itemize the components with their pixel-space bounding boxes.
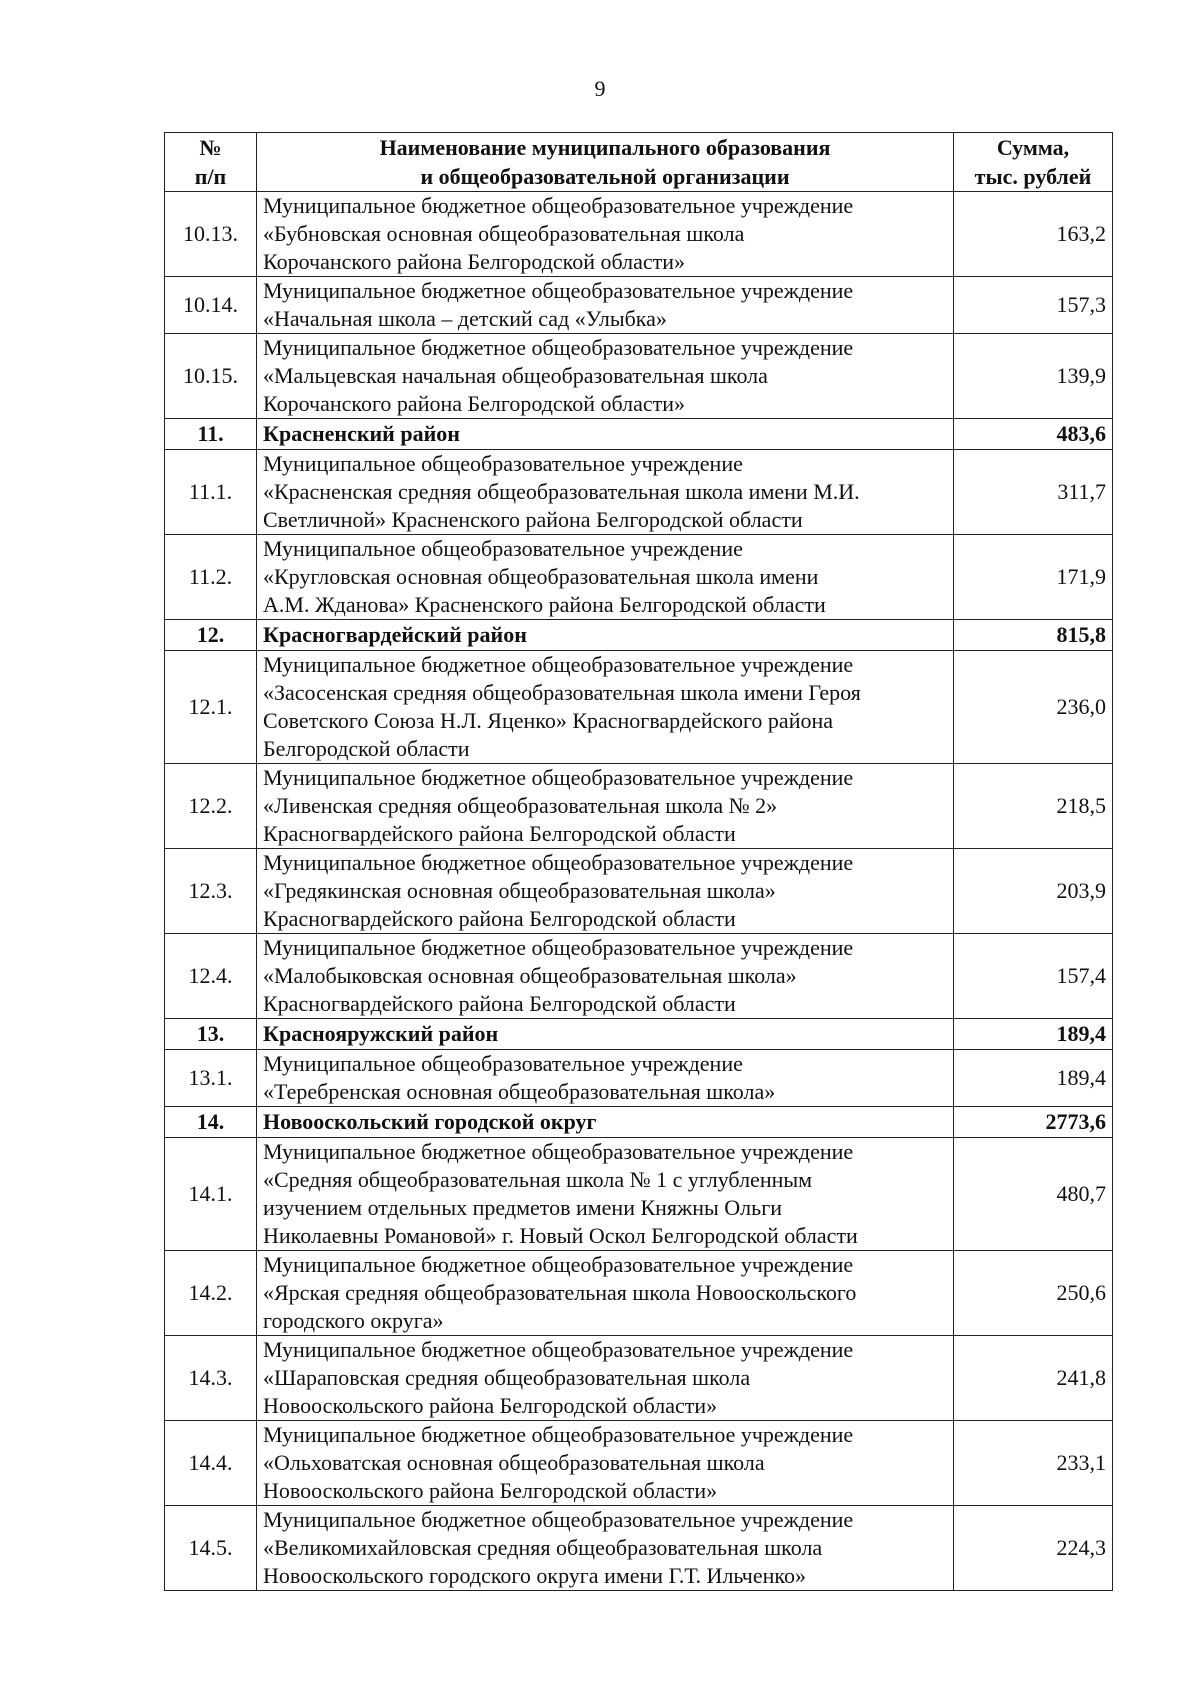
name-line: изучением отдельных предметов имени Княжны Ольги	[263, 1195, 782, 1220]
row-number: 11.	[165, 419, 257, 450]
name-line: «Ольховатская основная общеобразовательная школа	[263, 1450, 765, 1475]
row-sum: 157,4	[954, 934, 1113, 1019]
row-number: 14.3.	[165, 1336, 257, 1421]
header-name: Наименование муниципального образования и общеобразовательной организации	[257, 133, 954, 192]
organization-name	[257, 764, 954, 849]
name-line: Белгородской области	[263, 736, 470, 761]
name-line: «Ярская средняя общеобразовательная школа Новооскольского	[263, 1280, 857, 1305]
name-line: Новооскольский городской округ	[263, 1109, 597, 1134]
row-number: 10.15.	[165, 334, 257, 419]
row-sum: 224,3	[954, 1506, 1113, 1591]
row-sum: 480,7	[954, 1138, 1113, 1251]
organization-name	[257, 535, 954, 620]
organization-name	[257, 192, 954, 277]
row-number: 12.	[165, 620, 257, 651]
name-line: Красногвардейского района Белгородской области	[263, 821, 736, 846]
name-line: Муниципальное бюджетное общеобразовательное учреждение	[263, 652, 854, 677]
name-line: Муниципальное бюджетное общеобразовательное учреждение	[263, 1139, 854, 1164]
row-number: 13.	[165, 1019, 257, 1050]
name-line: «Теребренская основная общеобразовательная школа»	[263, 1079, 776, 1104]
table-header	[165, 133, 1113, 192]
name-line: «Красненская средняя общеобразовательная школа имени М.И.	[263, 479, 860, 504]
name-line: Муниципальное бюджетное общеобразовательное учреждение	[263, 850, 854, 875]
row-sum: 241,8	[954, 1336, 1113, 1421]
row-number: 14.2.	[165, 1251, 257, 1336]
name-line: «Шараповская средняя общеобразовательная школа	[263, 1365, 751, 1390]
name-line: Муниципальное общеобразовательное учреждение	[263, 536, 743, 561]
row-sum: 815,8	[954, 620, 1113, 651]
organization-name	[257, 1506, 954, 1591]
name-line: Новооскольского городского округа имени Г.Т. Ильченко»	[263, 1563, 806, 1588]
row-sum: 203,9	[954, 849, 1113, 934]
organization-name	[257, 934, 954, 1019]
name-line: Муниципальное бюджетное общеобразовательное учреждение	[263, 1507, 854, 1532]
row-number: 14.1.	[165, 1138, 257, 1251]
row-number: 14.5.	[165, 1506, 257, 1591]
table-row	[165, 1506, 1113, 1591]
table-row	[165, 192, 1113, 277]
name-line: Муниципальное бюджетное общеобразовательное учреждение	[263, 1252, 854, 1277]
name-line: Муниципальное общеобразовательное учреждение	[263, 1051, 743, 1076]
organization-name	[257, 277, 954, 334]
header-number: № п/п	[165, 133, 257, 192]
table-row	[165, 1138, 1113, 1251]
table-row	[165, 334, 1113, 419]
row-sum: 171,9	[954, 535, 1113, 620]
name-line: Николаевны Романовой» г. Новый Оскол Белгородской области	[263, 1223, 858, 1248]
organization-name	[257, 1251, 954, 1336]
district-name	[257, 620, 954, 651]
name-line: «Ливенская средняя общеобразовательная школа № 2»	[263, 793, 778, 818]
district-row	[165, 620, 1113, 651]
name-line: Краснояружский район	[263, 1021, 499, 1046]
table-row	[165, 764, 1113, 849]
name-line: Красногвардейский район	[263, 622, 527, 647]
page-number: 9	[594, 76, 606, 101]
name-line: «Засосенская средняя общеобразовательная школа имени Героя	[263, 680, 861, 705]
table-row	[165, 651, 1113, 764]
row-number: 12.4.	[165, 934, 257, 1019]
row-number: 10.13.	[165, 192, 257, 277]
row-number: 14.	[165, 1107, 257, 1138]
table-row	[165, 535, 1113, 620]
district-row	[165, 419, 1113, 450]
name-line: «Мальцевская начальная общеобразовательная школа	[263, 363, 768, 388]
organization-name	[257, 334, 954, 419]
row-sum: 218,5	[954, 764, 1113, 849]
row-sum: 189,4	[954, 1019, 1113, 1050]
name-line: Светличной» Красненского района Белгородской области	[263, 507, 803, 532]
row-number: 13.1.	[165, 1050, 257, 1107]
organization-name	[257, 849, 954, 934]
row-sum: 139,9	[954, 334, 1113, 419]
name-line: «Гредякинская основная общеобразовательная школа»	[263, 878, 776, 903]
table-body	[165, 192, 1113, 1591]
organization-name	[257, 450, 954, 535]
organization-name	[257, 651, 954, 764]
name-line: Корочанского района Белгородской области»	[263, 391, 686, 416]
name-line: «Бубновская основная общеобразовательная школа	[263, 221, 745, 246]
row-sum: 311,7	[954, 450, 1113, 535]
name-line: Красногвардейского района Белгородской области	[263, 991, 736, 1016]
district-row	[165, 1019, 1113, 1050]
name-line: Муниципальное бюджетное общеобразовательное учреждение	[263, 278, 854, 303]
name-line: Муниципальное бюджетное общеобразовательное учреждение	[263, 765, 854, 790]
row-number: 12.3.	[165, 849, 257, 934]
name-line: Красногвардейского района Белгородской области	[263, 906, 736, 931]
table-row	[165, 450, 1113, 535]
name-line: Советского Союза Н.Л. Яценко» Красногвардейского района	[263, 708, 834, 733]
name-line: А.М. Жданова» Красненского района Белгородской области	[263, 592, 826, 617]
allocation-table	[164, 132, 1113, 1591]
name-line: Корочанского района Белгородской области»	[263, 249, 686, 274]
name-line: Муниципальное бюджетное общеобразовательное учреждение	[263, 1337, 854, 1362]
organization-name	[257, 1050, 954, 1107]
header-sum: Сумма, тыс. рублей	[954, 133, 1113, 192]
name-line: «Средняя общеобразовательная школа № 1 с углубленным	[263, 1167, 813, 1192]
name-line: городского округа»	[263, 1308, 444, 1333]
row-number: 11.2.	[165, 535, 257, 620]
row-number: 12.2.	[165, 764, 257, 849]
row-sum: 163,2	[954, 192, 1113, 277]
district-name	[257, 1107, 954, 1138]
name-line: «Кругловская основная общеобразовательная школа имени	[263, 564, 819, 589]
row-sum: 483,6	[954, 419, 1113, 450]
name-line: Новооскольского района Белгородской области»	[263, 1478, 718, 1503]
table-row	[165, 849, 1113, 934]
district-name	[257, 1019, 954, 1050]
name-line: Муниципальное бюджетное общеобразовательное учреждение	[263, 935, 854, 960]
row-number: 12.1.	[165, 651, 257, 764]
name-line: Красненский район	[263, 421, 460, 446]
district-name	[257, 419, 954, 450]
row-sum: 189,4	[954, 1050, 1113, 1107]
table-row	[165, 1050, 1113, 1107]
name-line: Муниципальное бюджетное общеобразовательное учреждение	[263, 335, 854, 360]
name-line: «Малобыковская основная общеобразовательная школа»	[263, 963, 797, 988]
row-sum: 236,0	[954, 651, 1113, 764]
row-number: 10.14.	[165, 277, 257, 334]
row-sum: 233,1	[954, 1421, 1113, 1506]
organization-name	[257, 1138, 954, 1251]
row-sum: 250,6	[954, 1251, 1113, 1336]
name-line: Муниципальное общеобразовательное учреждение	[263, 451, 743, 476]
table-row	[165, 1251, 1113, 1336]
row-number: 11.1.	[165, 450, 257, 535]
name-line: Муниципальное бюджетное общеобразовательное учреждение	[263, 193, 854, 218]
district-row	[165, 1107, 1113, 1138]
table-row	[165, 277, 1113, 334]
name-line: «Великомихайловская средняя общеобразовательная школа	[263, 1535, 823, 1560]
table-row	[165, 1336, 1113, 1421]
organization-name	[257, 1336, 954, 1421]
table-row	[165, 1421, 1113, 1506]
organization-name	[257, 1421, 954, 1506]
name-line: Новооскольского района Белгородской области»	[263, 1393, 718, 1418]
name-line: Муниципальное бюджетное общеобразовательное учреждение	[263, 1422, 854, 1447]
row-number: 14.4.	[165, 1421, 257, 1506]
name-line: «Начальная школа – детский сад «Улыбка»	[263, 306, 667, 331]
row-sum: 2773,6	[954, 1107, 1113, 1138]
row-sum: 157,3	[954, 277, 1113, 334]
table-row	[165, 934, 1113, 1019]
